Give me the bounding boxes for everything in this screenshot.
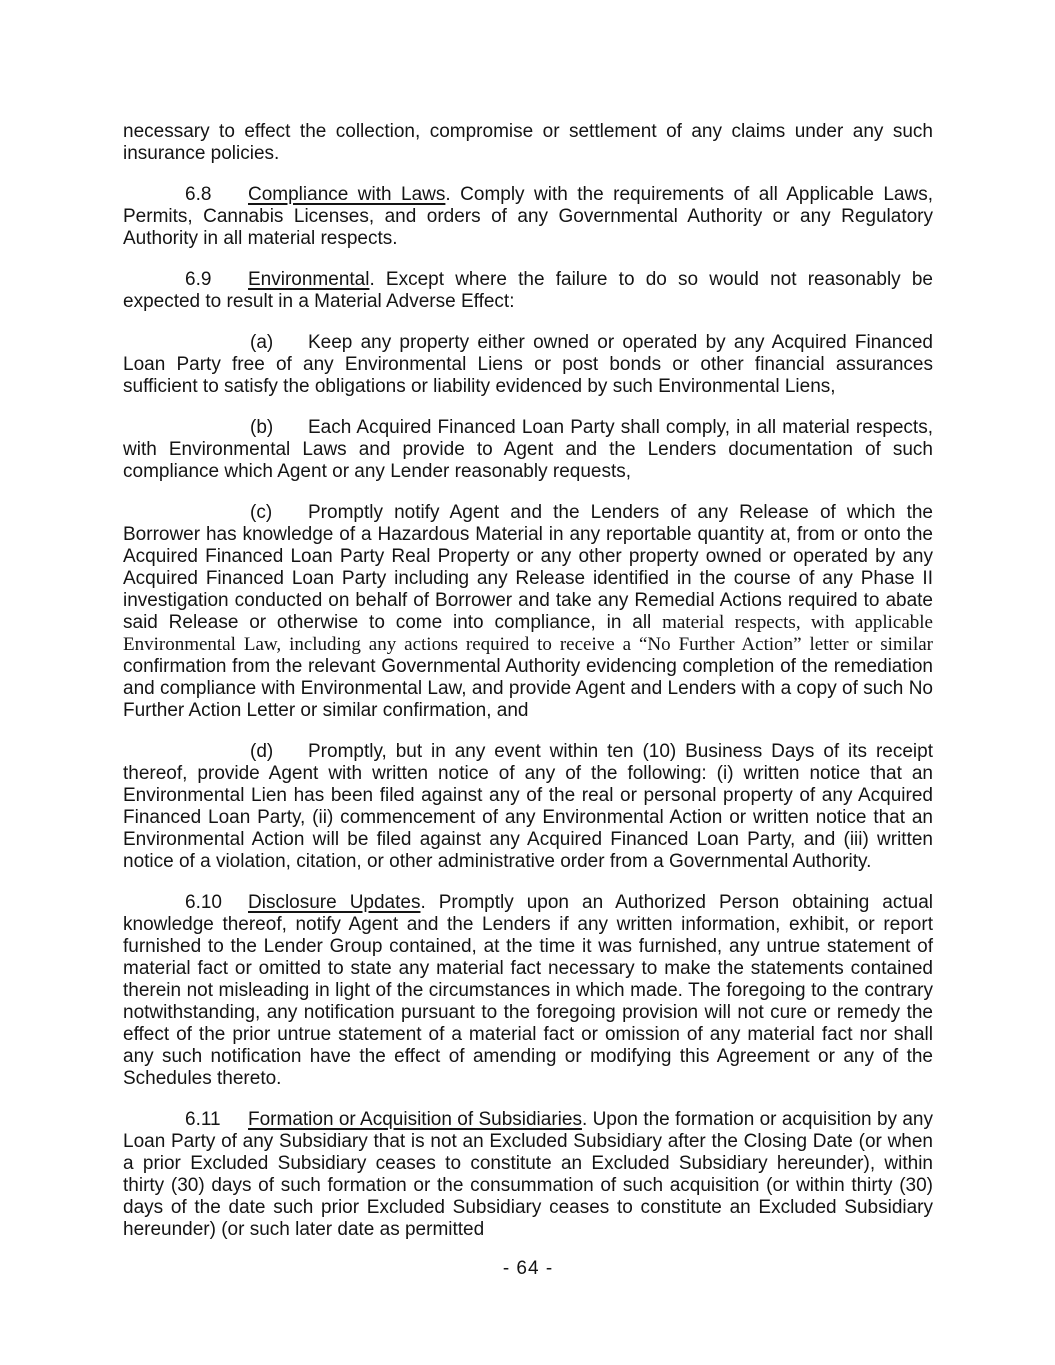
subsection-number: (d): [250, 741, 274, 762]
section-number: 6.9: [185, 269, 212, 290]
paragraph-a: [123, 332, 933, 398]
section-title: Formation or Acquisition of Subsidiaries: [248, 1109, 582, 1130]
paragraph-text: . Comply with the requirements of all Applicable Laws, Permits, Cannabis Licenses, and orders of any Governmental Authority or any Regulatory Authority in all material respects.: [123, 184, 934, 249]
subsection-number: (a): [250, 332, 274, 353]
paragraph-611: [123, 1109, 933, 1241]
paragraph-text: Promptly, but in any event within ten (10) Business Days of its receipt thereof, provide Agent with written notice of any of the following: (i) written notice that an Environmental Lien has been filed against any of the real or personal property of any Acquired Financed Loan Party, (ii) commencement of any Environmental Action or written notice that an Environmental Action will be filed against any Acquired Financed Loan Party, and (iii) written notice of a violation, citation, or other administrative order from a Governmental Authority.: [123, 741, 933, 872]
paragraph-text: . Upon the formation or acquisition by any Loan Party of any Subsidiary that is not an Excluded Subsidiary after the Closing Date (or when a prior Excluded Subsidiary ceases to constitute an Excluded Subsidiary hereunder), within thirty (30) days of such formation or the consummation of such acquisition (or within thirty (30) days of the date such prior Excluded Subsidiary ceases to constitute an Excluded Subsidiary hereunder) (or such later date as permitted: [123, 1109, 933, 1240]
section-number: 6.11: [185, 1109, 221, 1130]
paragraph-69: [123, 269, 933, 313]
paragraph-text: . Promptly upon an Authorized Person obtaining actual knowledge thereof, notify Agent and the Lenders if any written information, exhibit, or report furnished to the Lender Group contained, at the time it was furnished, any untrue statement of material fact or omitted to state any material fact necessary to make the statements contained therein not misleading in light of the circumstances in which made. The foregoing to the contrary notwithstanding, any notification pursuant to the foregoing provision will not cure or remedy the effect of the prior untrue statement of a material fact or omission of any material fact nor shall any such notification have the effect of amending or modifying this Agreement or any of the Schedules thereto.: [123, 892, 933, 1089]
paragraph-text: confirmation from the relevant Governmental Authority evidencing completion of the remediation and compliance with Environmental Law, and provide Agent and Lenders with a copy of such No Further Action Letter or similar confirmation, and: [123, 656, 933, 721]
paragraph-text: . Except where the failure to do so would not reasonably be expected to result in a Material Adverse Effect:: [123, 269, 933, 312]
section-title: Environmental: [248, 269, 370, 290]
paragraph-continuation: [123, 121, 933, 165]
paragraph-text: Keep any property either owned or operated by any Acquired Financed Loan Party free of any Environmental Liens or post bonds or other financial assurances sufficient to satisfy the obligations or liability evidenced by such Environmental Liens,: [123, 332, 933, 397]
paragraph-b: [123, 417, 933, 483]
subsection-number: (b): [250, 417, 274, 438]
section-title: Disclosure Updates: [248, 892, 421, 913]
paragraph-text: necessary to effect the collection, compromise or settlement of any claims under any such insurance policies.: [123, 121, 933, 164]
document-body: [123, 121, 933, 1241]
paragraph-c: [123, 502, 933, 722]
paragraph-text: Promptly notify Agent and the Lenders of any Release of which the Borrower has knowledge of a Hazardous Material in any reportable quantity at, from or onto the Acquired Financed Loan Party Real Property or any other property owned or operated by any Acquired Financed Loan Party including any Release identified in the course of any Phase II investigation conducted on behalf of Borrower and take any Remedial Actions required to abate said Release or otherwise to come into compliance, in all: [123, 502, 933, 633]
section-number: 6.8: [185, 184, 212, 205]
section-number: 6.10: [185, 892, 222, 913]
paragraph-text: Each Acquired Financed Loan Party shall comply, in all material respects, with Environmental Laws and provide to Agent and the Lenders documentation of such compliance which Agent or any Lender reasonably requests,: [123, 417, 933, 482]
paragraph-68: [123, 184, 933, 250]
section-title: Compliance with Laws: [248, 184, 446, 205]
subsection-number: (c): [250, 502, 273, 523]
paragraph-d: [123, 741, 933, 873]
paragraph-610: [123, 892, 933, 1090]
page-number: - 64 -: [502, 1258, 554, 1279]
paragraph-text: material respects, with applicable Environmental Law, including any actions required to receive a “No Further Action” letter or similar: [123, 612, 933, 655]
